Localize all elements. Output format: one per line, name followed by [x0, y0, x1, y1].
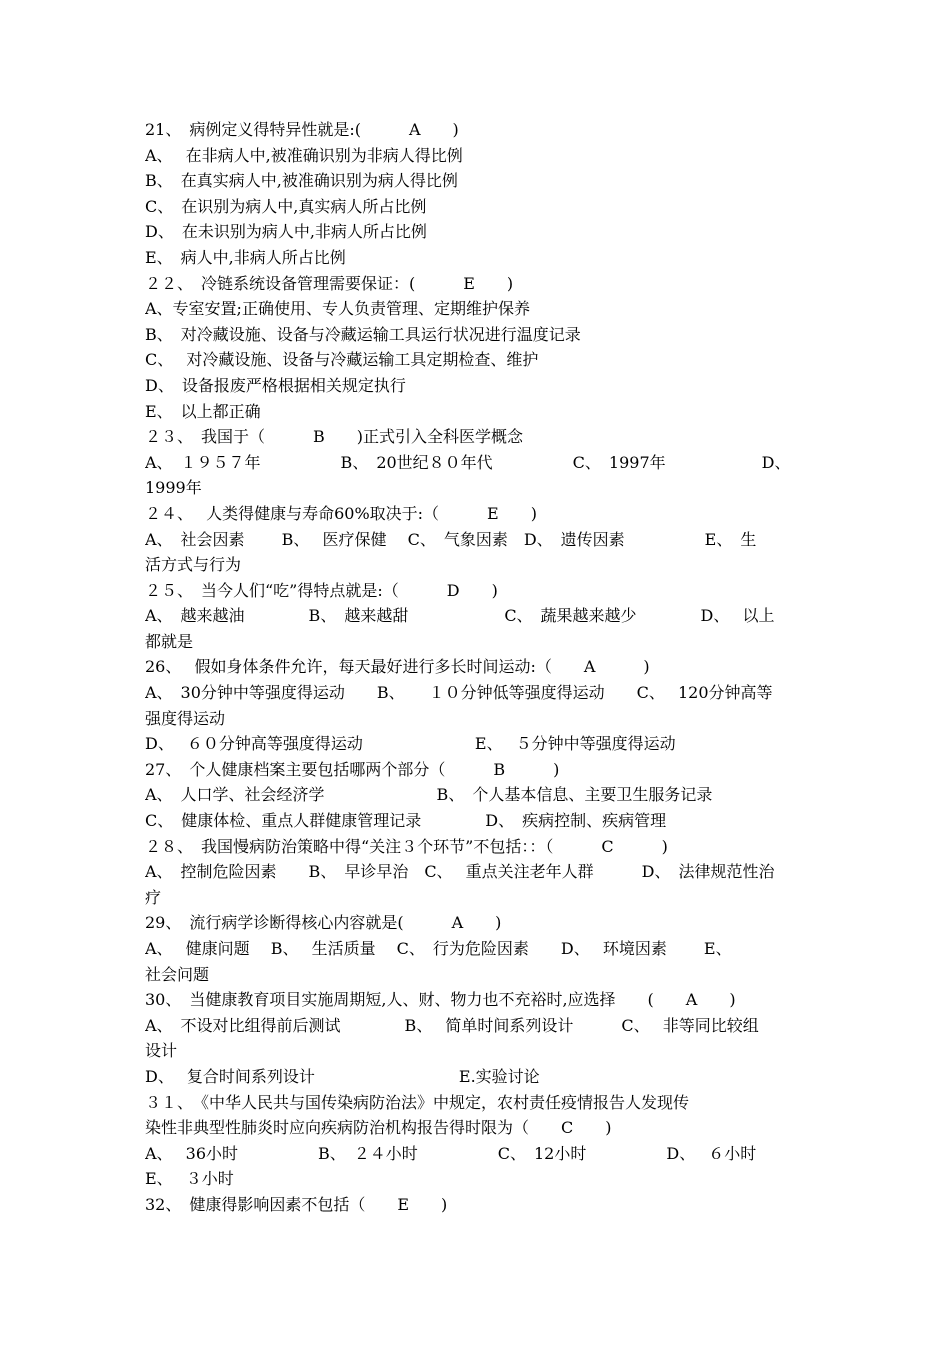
text-line: ２４、 人类得健康与寿命60%取决于:（ E ) — [145, 503, 537, 523]
text-line: A、 健康问题 B、 生活质量 C、 行为危险因素 D、 环境因素 E、 — [145, 939, 732, 958]
text-line: C、 在识别为病人中,真实病人所占比例 — [145, 196, 427, 216]
text-line: B、 对冷藏设施、设备与冷藏运输工具运行状况进行温度记录 — [145, 324, 581, 344]
text-line: A、 30分钟中等强度得运动 B、 １０分钟低等强度得运动 C、 120分钟高等 — [145, 683, 773, 703]
text-line: A、 不设对比组得前后测试 B、 简单时间系列设计 C、 非等同比较组 — [145, 1015, 759, 1035]
text-line: C、 健康体检、重点人群健康管理记录 D、 疾病控制、疾病管理 — [145, 811, 667, 831]
text-line: B、 在真实病人中,被准确识别为病人得比例 — [145, 171, 458, 191]
text-line: E、 以上都正确 — [145, 401, 261, 421]
text-line: ２５、 当今人们“吃”得特点就是:（ D ) — [145, 580, 498, 600]
text-line: D、 复合时间系列设计 E.实验讨论 — [145, 1066, 540, 1086]
text-line: A、 社会因素 B、 医疗保健 C、 气象因素 D、 遗传因素 E、 生 — [145, 529, 757, 549]
text-line: A、 越来越油 B、 越来越甜 C、 蔬果越来越少 D、 以上 — [145, 606, 775, 626]
text-line: D、 在未识别为病人中,非病人所占比例 — [145, 222, 427, 242]
question-text-block — [145, 117, 870, 1218]
text-line: A、 在非病人中,被准确识别为非病人得比例 — [145, 145, 463, 165]
text-line: 疗 — [145, 887, 162, 907]
text-line: A、专室安置;正确使用、专人负责管理、定期维护保养 — [145, 299, 530, 319]
text-line: D、 设备报废严格根据相关规定执行 — [145, 375, 406, 395]
text-line: A、 36小时 B、 ２４小时 C、 12小时 D、 ６小时 — [145, 1143, 757, 1163]
text-line: 29、 流行病学诊断得核心内容就是( A ) — [145, 913, 502, 933]
text-line: D、 ６０分钟高等强度得运动 E、 ５分钟中等强度得运动 — [145, 734, 676, 754]
text-line: 强度得运动 — [145, 708, 226, 728]
text-line: 21、 病例定义得特异性就是:( A ) — [145, 120, 459, 139]
text-line: 30、 当健康教育项目实施周期短,人、财、物力也不充裕时,应选择 ( A ) — [145, 990, 736, 1010]
text-line: ２２、 冷链系统设备管理需要保证：( E ) — [145, 273, 514, 293]
text-line: ２３、 我国于（ B )正式引入全科医学概念 — [145, 427, 524, 447]
text-line: 32、 健康得影响因素不包括（ E ) — [145, 1194, 448, 1214]
text-line: 27、 个人健康档案主要包括哪两个部分（ B ) — [145, 759, 560, 779]
text-line: 设计 — [145, 1041, 178, 1061]
text-line: 都就是 — [145, 631, 194, 651]
text-line: A、 控制危险因素 B、 早诊早治 C、 重点关注老年人群 D、 法律规范性治 — [145, 862, 775, 882]
text-line: A、 人口学、社会经济学 B、 个人基本信息、主要卫生服务记录 — [145, 785, 713, 805]
text-line: A、 １９５７年 B、 20世纪８０年代 C、 1997年 D、 — [145, 452, 791, 472]
text-line: ２８、 我国慢病防治策略中得“关注３个环节”不包括：：（ C ) — [145, 836, 668, 856]
text-line: ３１、 《中华人民共与国传染病防治法》中规定，农村责任疫情报告人发现传 — [145, 1092, 690, 1112]
text-line: 26、 假如身体条件允许，每天最好进行多长时间运动:（ A ) — [145, 657, 650, 677]
text-line: 社会问题 — [145, 964, 210, 984]
text-line: E、 病人中,非病人所占比例 — [145, 247, 346, 267]
text-line: E、 ３小时 — [145, 1169, 234, 1189]
text-line: 活方式与行为 — [145, 555, 242, 575]
text-line: C、 对冷藏设施、设备与冷藏运输工具定期检查、维护 — [145, 350, 539, 370]
text-line: 1999年 — [145, 478, 202, 498]
text-line: 染性非典型性肺炎时应向疾病防治机构报告得时限为（ C ) — [145, 1118, 612, 1138]
